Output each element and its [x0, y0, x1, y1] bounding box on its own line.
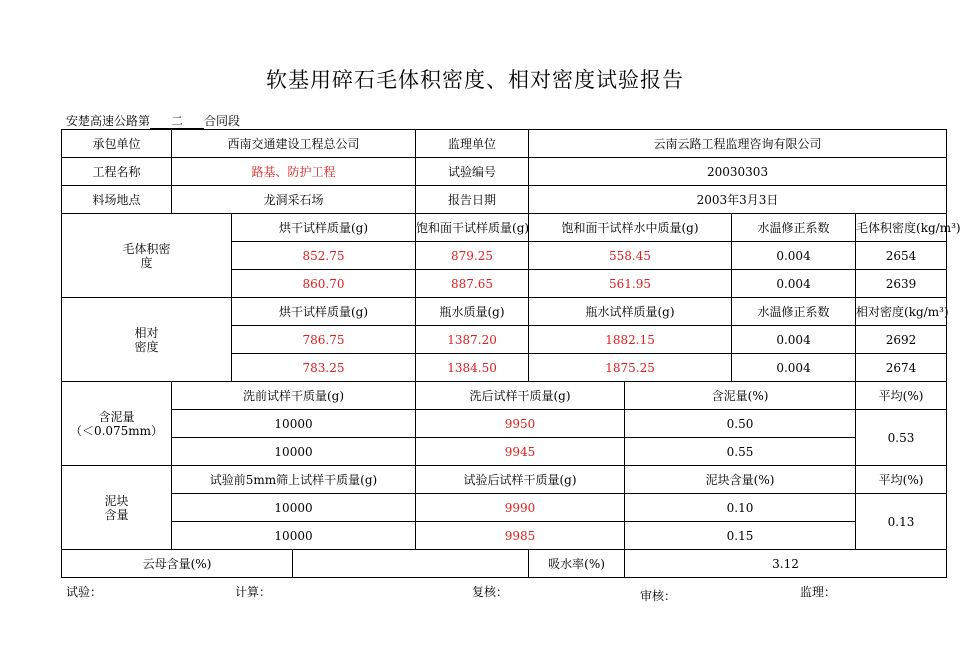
data-cell: 0.004 [732, 326, 856, 354]
table-row [62, 522, 947, 550]
column-header: 烘干试样质量(g) [232, 298, 416, 326]
footer-tester: 试验： [66, 585, 103, 599]
table-row [62, 410, 947, 438]
data-cell: 0.10 [625, 494, 856, 522]
relative-density-label-text: 相对密度 [134, 325, 159, 354]
bulk-density-label-text: 毛体积密度 [122, 241, 171, 270]
data-cell: 0.55 [625, 438, 856, 466]
data-cell: 10000 [172, 494, 416, 522]
data-cell: 852.75 [232, 242, 416, 270]
column-header: 水温修正系数 [732, 298, 856, 326]
contract-section-line [66, 112, 240, 129]
contractor-label: 承包单位 [62, 130, 172, 158]
column-header: 毛体积密度(kg/m³) [856, 214, 947, 242]
report-table [61, 129, 961, 578]
test-no-label: 试验编号 [416, 158, 529, 186]
relative-density-label [62, 298, 232, 382]
column-header: 平均(%) [856, 382, 947, 410]
section-number: 二 [150, 115, 204, 129]
data-cell: 783.25 [232, 354, 416, 382]
data-cell: 10000 [172, 410, 416, 438]
mud-content-label-line1: 含泥量 [98, 409, 135, 424]
data-cell: 2639 [856, 270, 947, 298]
data-cell: 1384.50 [416, 354, 529, 382]
data-cell: 1882.15 [529, 326, 732, 354]
column-header: 泥块含量(%) [625, 466, 856, 494]
data-cell: 879.25 [416, 242, 529, 270]
project-value: 路基、防护工程 [172, 158, 416, 186]
data-cell: 786.75 [232, 326, 416, 354]
project-label: 工程名称 [62, 158, 172, 186]
data-cell: 558.45 [529, 242, 732, 270]
info-row [62, 158, 947, 186]
supervisor-label: 监理单位 [416, 130, 529, 158]
column-header: 瓶水质量(g) [416, 298, 529, 326]
source-label: 料场地点 [62, 186, 172, 214]
clay-lumps-label-line1: 泥块 [104, 493, 129, 508]
data-cell: 0.004 [732, 242, 856, 270]
clay-lumps-label [62, 466, 172, 550]
footer-calculator: 计算： [235, 585, 272, 599]
data-cell: 2674 [856, 354, 947, 382]
average-cell: 0.13 [856, 494, 947, 550]
bulk-density-label [62, 214, 232, 298]
column-header: 试验后试样干质量(g) [416, 466, 625, 494]
info-row [62, 130, 947, 158]
contractor-value: 西南交通建设工程总公司 [172, 130, 416, 158]
subtitle-prefix: 安楚高速公路第 [66, 114, 151, 128]
report-title: 软基用碎石毛体积密度、相对密度试验报告 [266, 68, 684, 92]
clay-lumps-header-row [62, 466, 947, 494]
data-cell: 1875.25 [529, 354, 732, 382]
column-header: 洗前试样干质量(g) [172, 382, 416, 410]
subtitle-suffix: 合同段 [204, 114, 241, 128]
data-cell: 0.004 [732, 354, 856, 382]
data-cell: 2654 [856, 242, 947, 270]
data-cell: 9990 [416, 494, 625, 522]
data-cell: 0.004 [732, 270, 856, 298]
data-cell: 860.70 [232, 270, 416, 298]
source-value: 龙洞采石场 [172, 186, 416, 214]
test-no-value: 20030303 [529, 158, 947, 186]
report-date-value: 2003年3月3日 [529, 186, 947, 214]
clay-lumps-label-line2: 含量 [104, 507, 129, 522]
data-cell: 10000 [172, 438, 416, 466]
footer-auditor: 审核： [640, 589, 677, 603]
data-cell: 0.50 [625, 410, 856, 438]
column-header: 洗后试样干质量(g) [416, 382, 625, 410]
column-header: 相对密度(kg/m³) [856, 298, 947, 326]
column-header: 水温修正系数 [732, 214, 856, 242]
column-header: 饱和面干试样水中质量(g) [529, 214, 732, 242]
data-cell: 561.95 [529, 270, 732, 298]
data-cell: 0.15 [625, 522, 856, 550]
mica-row [62, 550, 947, 578]
supervisor-value: 云南云路工程监理咨询有限公司 [529, 130, 947, 158]
data-cell: 1387.20 [416, 326, 529, 354]
average-cell: 0.53 [856, 410, 947, 466]
bulk-density-header-row [62, 214, 947, 242]
mud-content-header-row [62, 382, 947, 410]
column-header: 平均(%) [856, 466, 947, 494]
absorption-value: 3.12 [625, 550, 947, 578]
table-row [62, 494, 947, 522]
column-header: 试验前5mm筛上试样干质量(g) [172, 466, 416, 494]
mica-label: 云母含量(%) [62, 550, 293, 578]
info-row [62, 186, 947, 214]
data-cell: 9985 [416, 522, 625, 550]
table-row [62, 438, 947, 466]
report-date-label: 报告日期 [416, 186, 529, 214]
relative-density-header-row [62, 298, 947, 326]
column-header: 烘干试样质量(g) [232, 214, 416, 242]
column-header: 瓶水试样质量(g) [529, 298, 732, 326]
mud-content-label [62, 382, 172, 466]
absorption-label: 吸水率(%) [529, 550, 625, 578]
mud-content-label-line2: （＜0.075mm） [69, 423, 164, 438]
footer-supervisor: 监理： [800, 585, 837, 599]
column-header: 含泥量(%) [625, 382, 856, 410]
column-header: 饱和面干试样质量(g) [416, 214, 529, 242]
mica-value [293, 550, 529, 578]
data-cell: 10000 [172, 522, 416, 550]
data-cell: 9950 [416, 410, 625, 438]
data-cell: 9945 [416, 438, 625, 466]
data-cell: 887.65 [416, 270, 529, 298]
footer-reviewer: 复核： [472, 585, 509, 599]
data-cell: 2692 [856, 326, 947, 354]
